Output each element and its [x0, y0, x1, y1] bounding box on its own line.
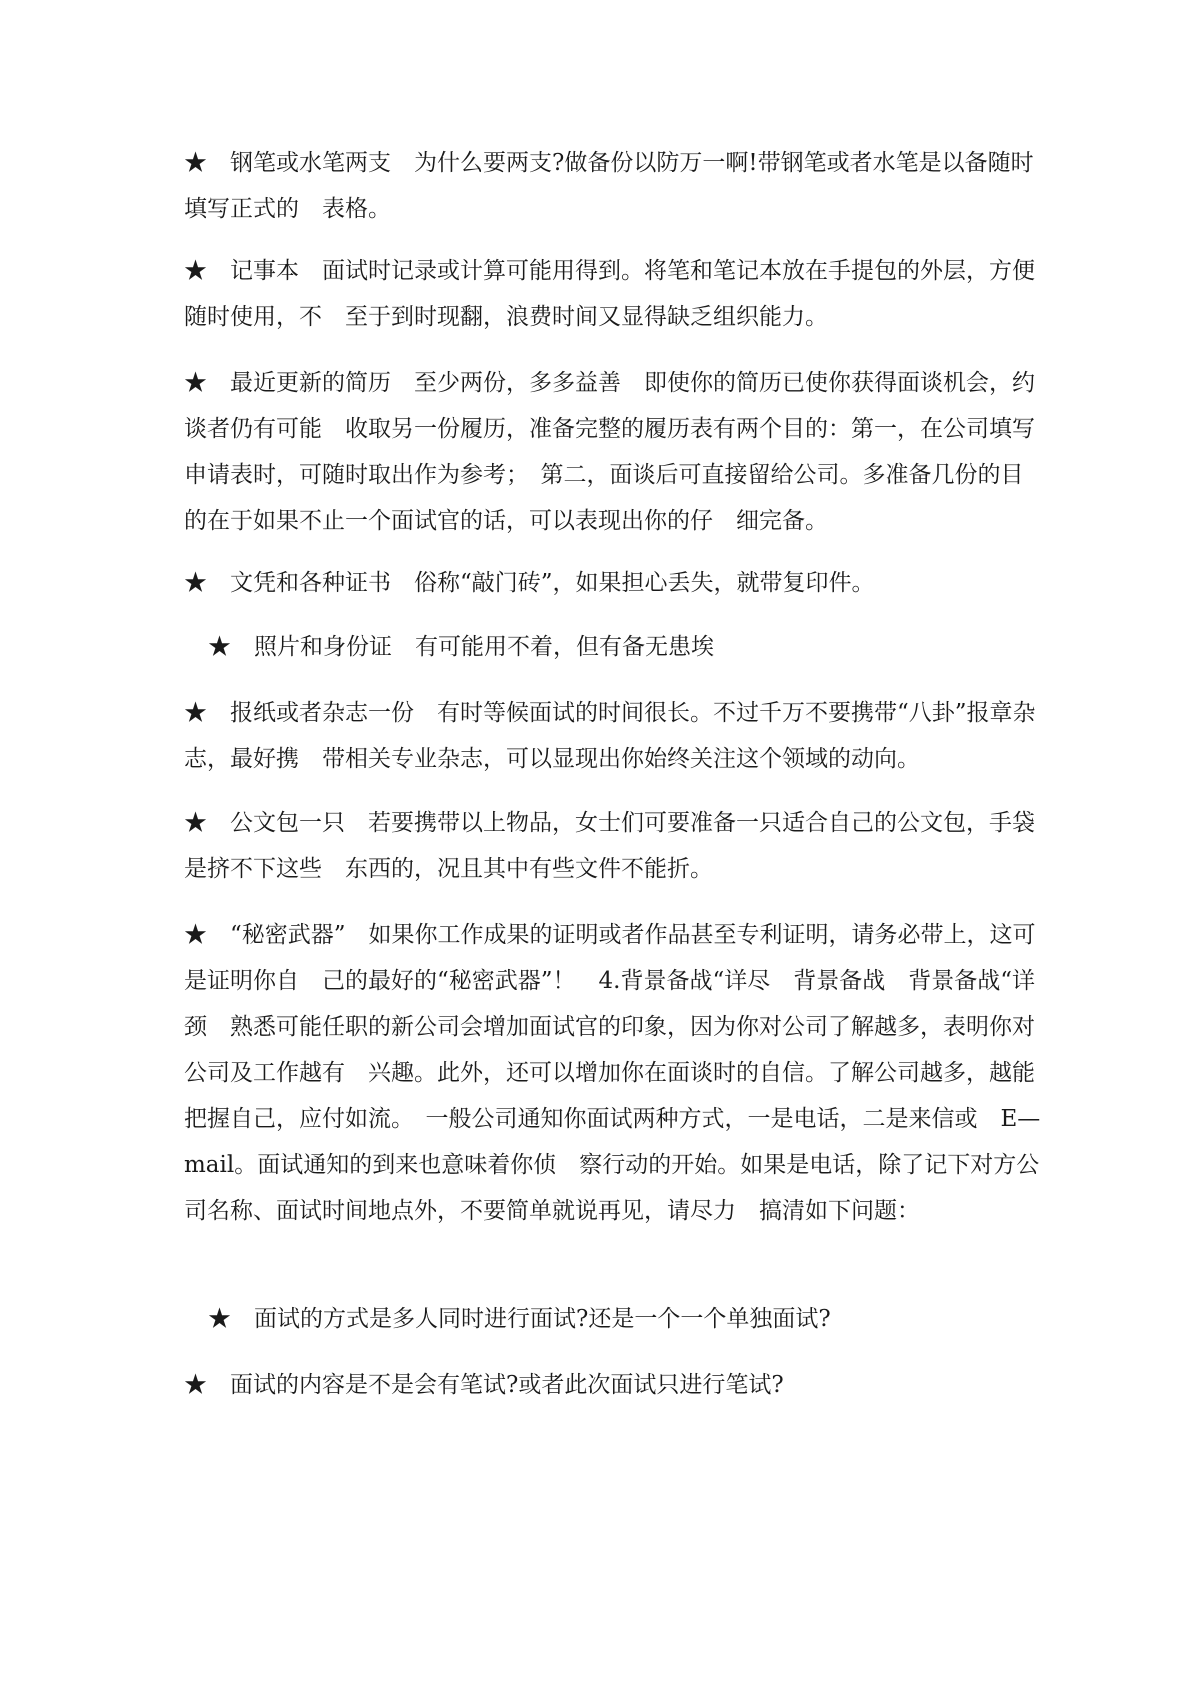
paragraph-magazine: ★ 报纸或者杂志一份 有时等候面试的时间很长。不过千万不要携带“八卦”报章杂志，最好携 带相关专业杂志，可以显现出你始终关注这个领域的动向。 [184, 700, 1036, 772]
paragraph-resume: ★ 最近更新的简历 至少两份，多多益善 即使你的简历已使你获得面谈机会，约谈者仍有可能 收取另一份履历，准备完整的履历表有两个目的：第一，在公司填写申请表时，可随时取出作为参考； 第二，面谈后可直接留给公司。多准备几份的目的在于如果不止一个面试官的话，可以表现出你的仔 细完备。 [184, 370, 1035, 534]
paragraph-interview-format: ★ 面试的方式是多人同时进行面试?还是一个一个单独面试? [208, 1306, 831, 1332]
paragraph-pens: ★ 钢笔或水笔两支 为什么要两支?做备份以防万一啊!带钢笔或者水笔是以备随时填写正式的 表格。 [184, 150, 1034, 222]
paragraph-briefcase: ★ 公文包一只 若要携带以上物品，女士们可要准备一只适合自己的公文包，手袋是挤不下这些 东西的，况且其中有些文件不能折。 [184, 810, 1035, 882]
paragraph-photo-id: ★ 照片和身份证 有可能用不着，但有备无患埃 [208, 634, 714, 660]
paragraph-interview-content: ★ 面试的内容是不是会有笔试?或者此次面试只进行笔试? [184, 1372, 784, 1398]
paragraph-certificates: ★ 文凭和各种证书 俗称“敲门砖”，如果担心丢失，就带复印件。 [184, 570, 875, 596]
paragraph-secret-weapon: ★ “秘密武器” 如果你工作成果的证明或者作品甚至专利证明，请务必带上，这可是证明你自 己的最好的“秘密武器”！ 4.背景备战“详尽 背景备战 背景备战“详颈 熟悉可能任职的新公司会增加面试官的印象，因为你对公司了解越多，表明你对公司及工作越有 兴趣。此外，还可以增加你在面谈时的自信。了解公司越多，越能把握自己，应付如流。 一般公司通知你面试两种方式，一是电话，二是来信或 E—mail。面试通知的到来也意味着你侦 察行动的开始。如果是电话，除了记下对方公司名称、面试时间地点外，不要简单就说再见，请尽力 搞清如下问题： [184, 922, 1041, 1224]
paragraph-notebook: ★ 记事本 面试时记录或计算可能用得到。将笔和笔记本放在手提包的外层，方便随时使用，不 至于到时现翻，浪费时间又显得缺乏组织能力。 [184, 258, 1035, 330]
